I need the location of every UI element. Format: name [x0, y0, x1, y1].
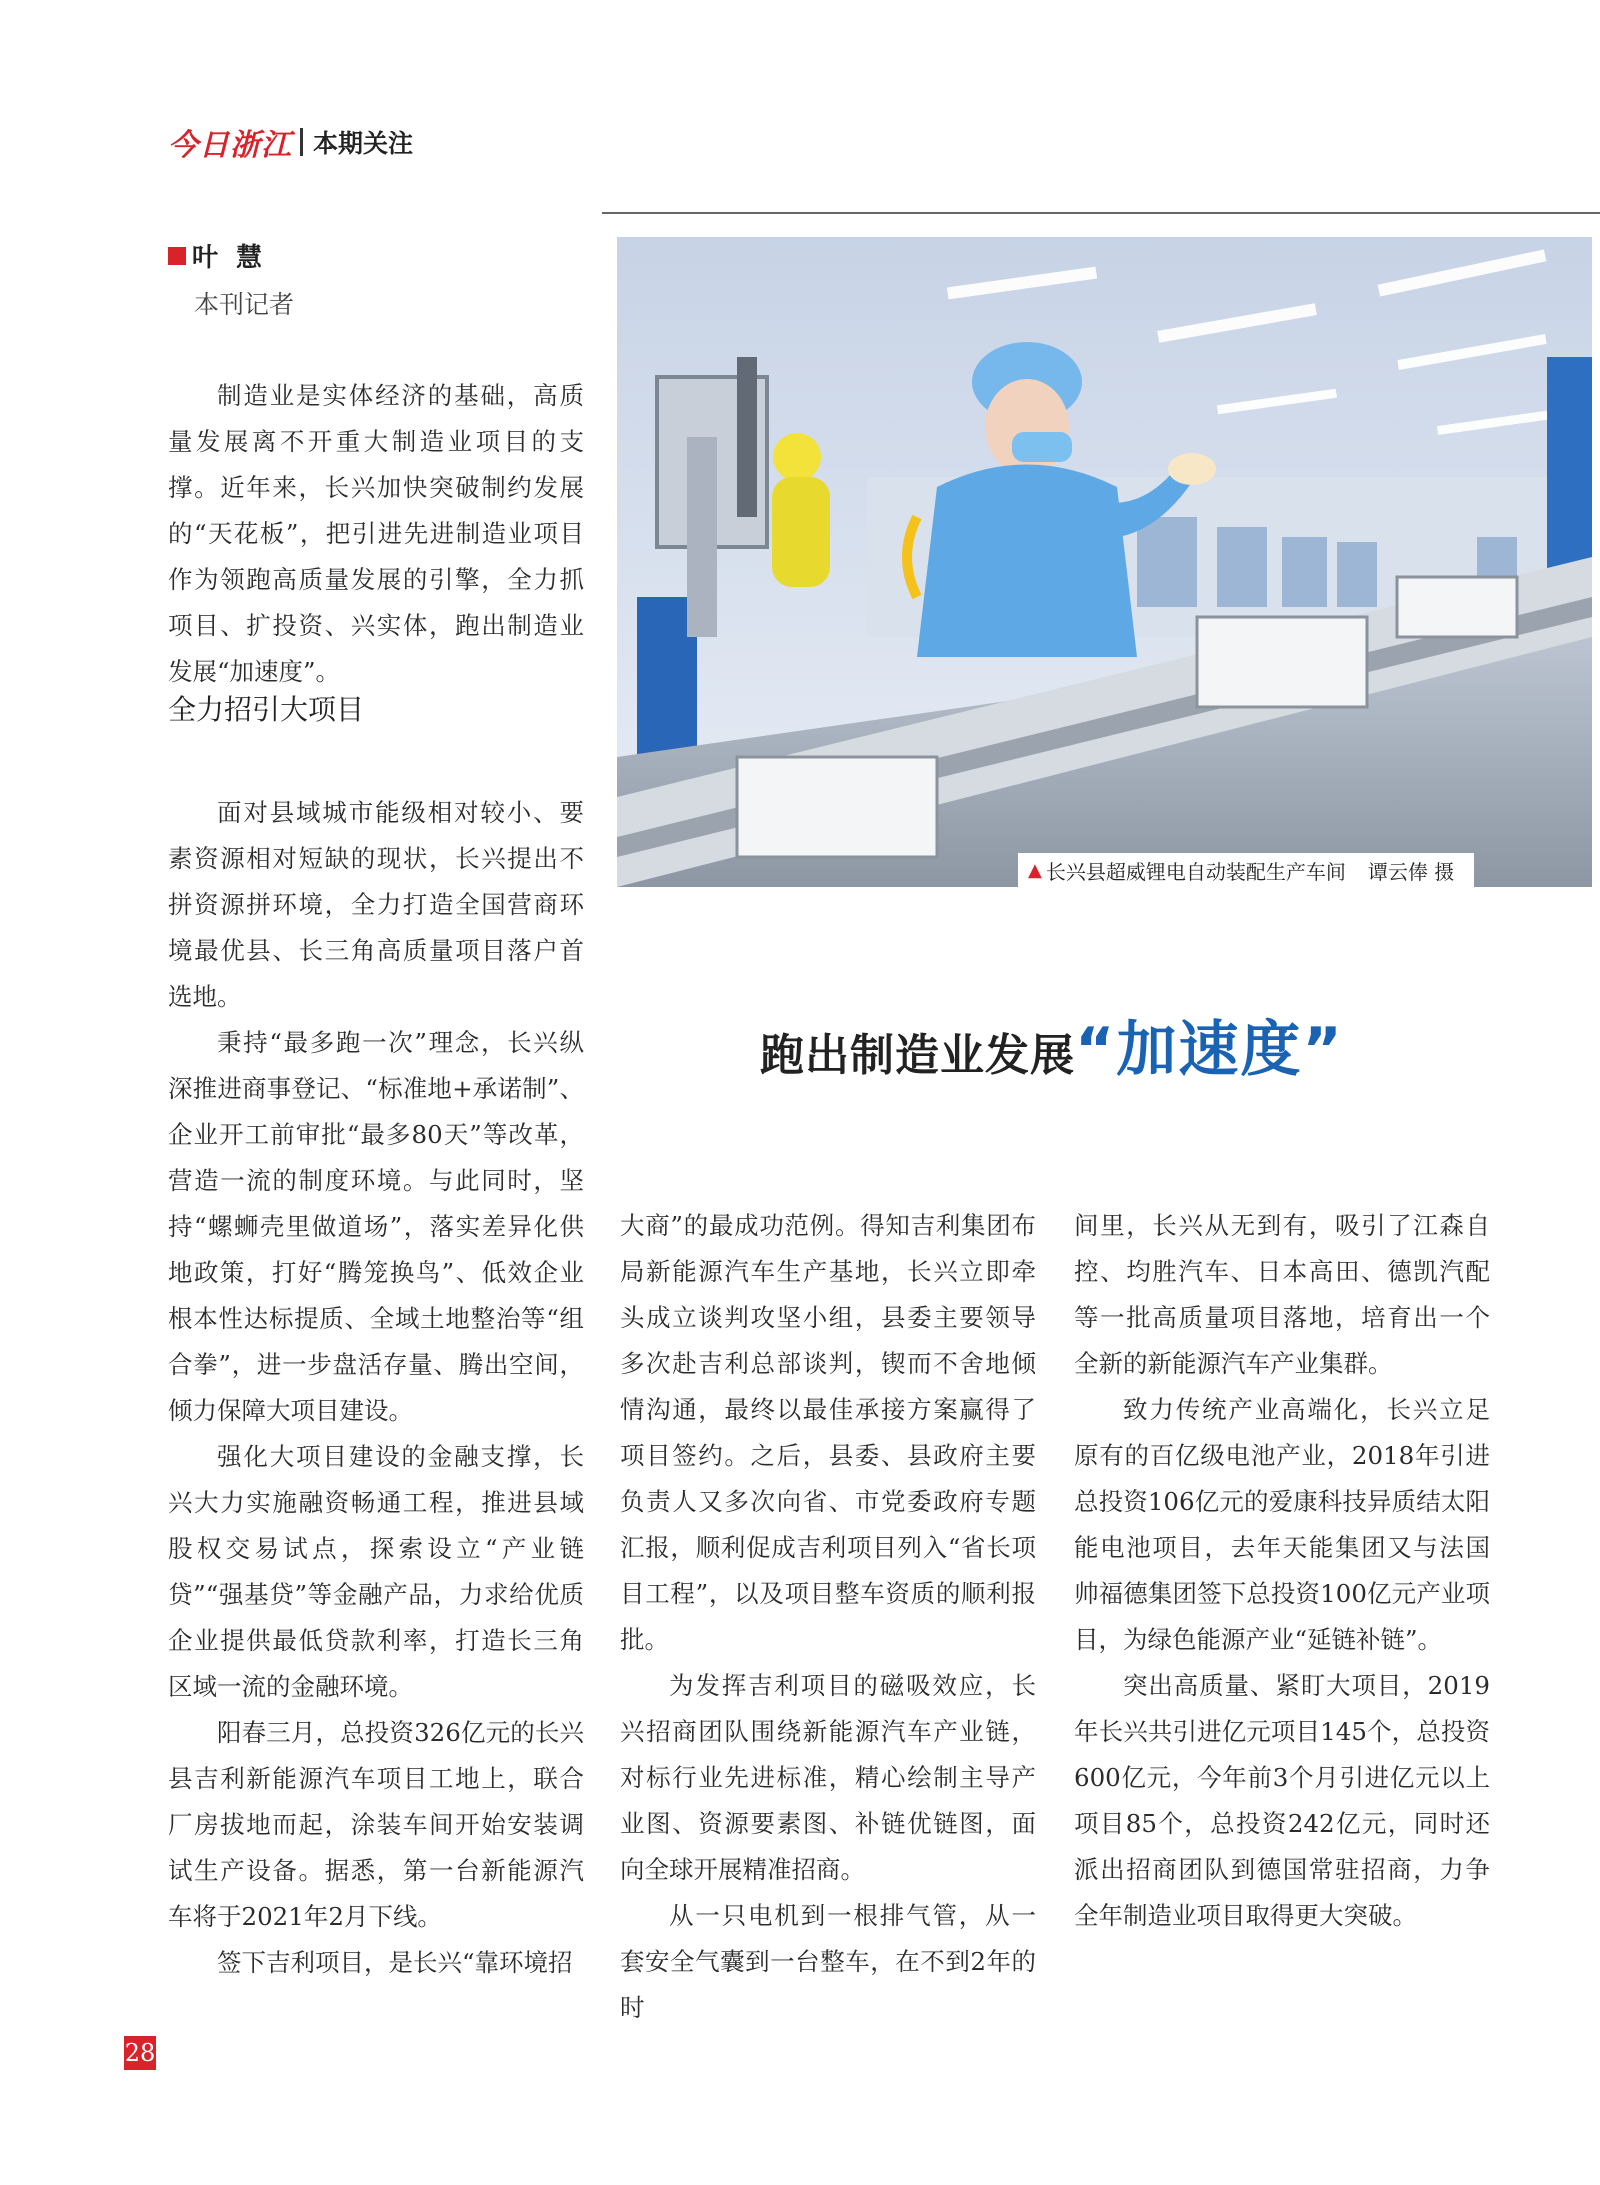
- author-name: 叶慧: [192, 243, 281, 273]
- factory-photo-illustration: [617, 237, 1592, 887]
- caption-triangle-icon: ▲: [1028, 859, 1042, 881]
- article-intro: [168, 373, 584, 695]
- brand-logo: 今日浙江: [168, 128, 292, 163]
- paragraph: 突出高质量、紧盯大项目，2019年长兴共引进亿元项目145个，总投资600亿元，今年前3个月引进亿元以上项目85个，总投资242亿元，同时还派出招商团队到德国常驻招商，力争全年制造业项目取得更大突破。: [1074, 1671, 1490, 1930]
- header-divider: [300, 128, 303, 156]
- caption-text: 长兴县超威锂电自动装配生产车间: [1045, 859, 1346, 884]
- paragraph: 面对县域城市能级相对较小、要素资源相对短缺的现状，长兴提出不拼资源拼环境，全力打造全国营商环境最优县、长三角高质量项目落户首选地。: [168, 798, 584, 1011]
- title-main: 跑出制造业发展: [760, 1030, 1075, 1081]
- paragraph: 致力传统产业高端化，长兴立足原有的百亿级电池产业，2018年引进总投资106亿元的爱康科技异质结太阳能电池项目，去年天能集团又与法国帅福德集团签下总投资100亿元产业项目，为绿色能源产业“延链补链”。: [1074, 1395, 1490, 1654]
- factory-photo: [617, 237, 1592, 887]
- section-name: 本期关注: [313, 129, 414, 158]
- paragraph: 从一只电机到一根排气管，从一套安全气囊到一台整车，在不到2年的时: [620, 1901, 1036, 2022]
- author-line: [168, 237, 280, 274]
- paragraph: 为发挥吉利项目的磁吸效应，长兴招商团队围绕新能源汽车产业链，对标行业先进标准，精心绘制主导产业图、资源要素图、补链优链图，面向全球开展精准招商。: [620, 1671, 1036, 1884]
- section-subheading: 全力招引大项目: [168, 693, 365, 726]
- author-marker-icon: [168, 247, 186, 265]
- page-number: 28: [124, 2036, 156, 2070]
- top-rule: [602, 212, 1600, 214]
- paragraph: 签下吉利项目，是长兴“靠环境招: [217, 1948, 573, 1977]
- article-column-2: [620, 1203, 1036, 2031]
- paragraph: 秉持“最多跑一次”理念，长兴纵深推进商事登记、“标准地+承诺制”、企业开工前审批“最多80天”等改革，营造一流的制度环境。与此同时，坚持“螺蛳壳里做道场”，落实差异化供地政策，打好“腾笼换鸟”、低效企业根本性达标提质、全域土地整治等“组合拳”，进一步盘活存量、腾出空间，倾力保障大项目建设。: [168, 1028, 584, 1425]
- article-title: [760, 1002, 1344, 1088]
- photo-credit: 谭云俸 摄: [1367, 859, 1455, 884]
- page-header: [168, 122, 413, 162]
- paragraph: 强化大项目建设的金融支撑，长兴大力实施融资畅通工程，推进县域股权交易试点，探索设立“产业链贷”“强基贷”等金融产品，力求给优质企业提供最低贷款利率，打造长三角区域一流的金融环境。: [168, 1442, 584, 1701]
- author-role: 本刊记者: [194, 290, 295, 319]
- paragraph: 阳春三月，总投资326亿元的长兴县吉利新能源汽车项目工地上，联合厂房拔地而起，涂装车间开始安装调试生产设备。据悉，第一台新能源汽车将于2021年2月下线。: [168, 1718, 584, 1931]
- paragraph-continuation: 大商”的最成功范例。得知吉利集团布局新能源汽车生产基地，长兴立即牵头成立谈判攻坚小组，县委主要领导多次赴吉利总部谈判，锲而不舍地倾情沟通，最终以最佳承接方案赢得了项目签约。之后，县委、县政府主要负责人又多次向省、市党委政府专题汇报，顺利促成吉利项目列入“省长项目工程”，以及项目整车资质的顺利报批。: [620, 1211, 1036, 1654]
- intro-paragraph: 制造业是实体经济的基础，高质量发展离不开重大制造业项目的支撑。近年来，长兴加快突破制约发展的“天花板”，把引进先进制造业项目作为领跑高质量发展的引擎，全力抓项目、扩投资、兴实体，跑出制造业发展“加速度”。: [168, 381, 584, 686]
- article-column-1: [168, 790, 584, 1986]
- paragraph-continuation: 间里，长兴从无到有，吸引了江森自控、均胜汽车、日本高田、德凯汽配等一批高质量项目落地，培育出一个全新的新能源汽车产业集群。: [1074, 1211, 1490, 1378]
- title-accent: “加速度”: [1075, 1015, 1344, 1085]
- photo-caption: [1018, 853, 1474, 887]
- article-column-3: [1074, 1203, 1490, 1939]
